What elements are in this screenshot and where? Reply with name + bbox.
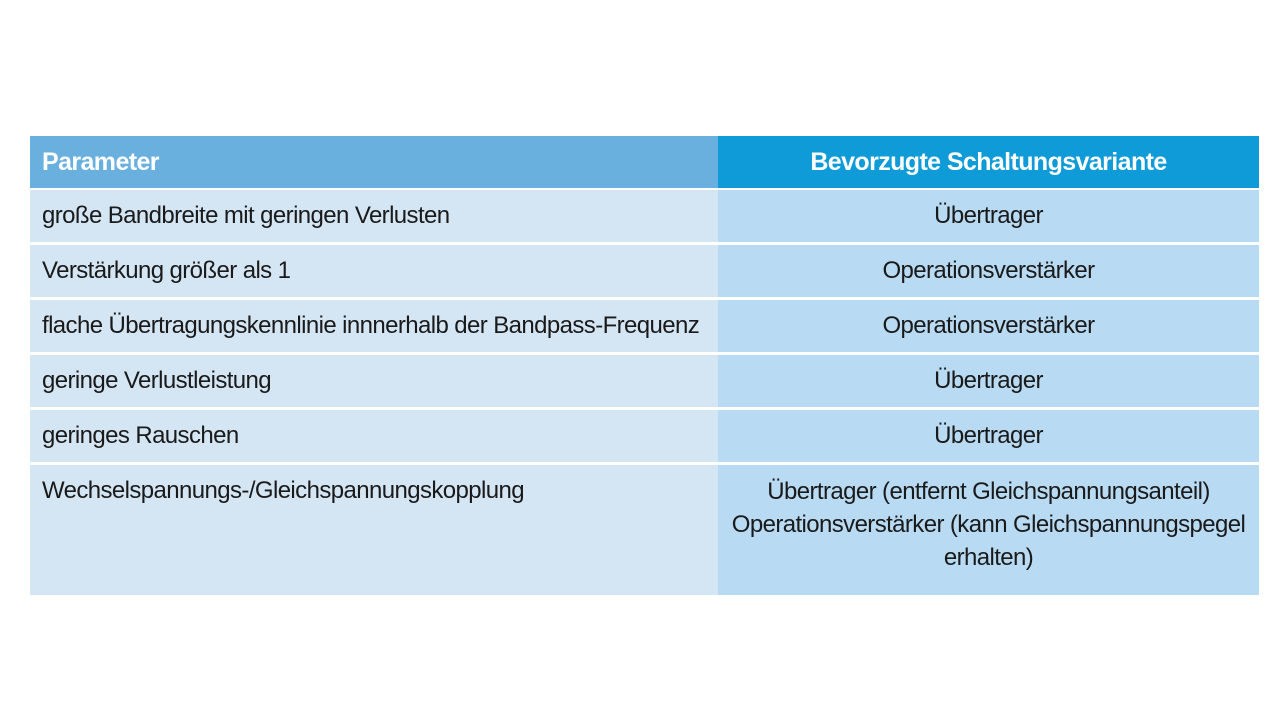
table-row bbox=[30, 189, 1259, 244]
table-row bbox=[30, 299, 1259, 354]
table-row bbox=[30, 409, 1259, 464]
table-header-row bbox=[30, 136, 1259, 189]
variant-cell bbox=[718, 464, 1259, 596]
parameter-cell: geringe Verlustleistung bbox=[30, 354, 718, 409]
variant-cell: Übertrager bbox=[718, 189, 1259, 244]
parameter-cell: große Bandbreite mit geringen Verlusten bbox=[30, 189, 718, 244]
comparison-table-container bbox=[30, 136, 1259, 595]
table-row bbox=[30, 354, 1259, 409]
variant-cell: Übertrager bbox=[718, 409, 1259, 464]
table-row bbox=[30, 464, 1259, 596]
variant-cell: Operationsverstärker bbox=[718, 299, 1259, 354]
header-parameter: Parameter bbox=[30, 136, 718, 189]
variant-cell: Operationsverstärker bbox=[718, 244, 1259, 299]
variant-cell: Übertrager bbox=[718, 354, 1259, 409]
parameter-cell: Wechselspannungs-/Gleichspannungskopplung bbox=[30, 464, 718, 596]
parameter-cell: geringes Rauschen bbox=[30, 409, 718, 464]
header-preferred-variant: Bevorzugte Schaltungsvariante bbox=[718, 136, 1259, 189]
variant-line: Übertrager (entfernt Gleichspannungsanteil) bbox=[767, 478, 1210, 505]
parameter-cell: Verstärkung größer als 1 bbox=[30, 244, 718, 299]
parameter-cell: flache Übertragungskennlinie innnerhalb der Bandpass-Frequenz bbox=[30, 299, 718, 354]
comparison-table bbox=[30, 136, 1259, 595]
variant-line: erhalten) bbox=[943, 544, 1034, 571]
variant-line: Operationsverstärker (kann Gleichspannungspegel bbox=[731, 511, 1246, 538]
table-row bbox=[30, 244, 1259, 299]
